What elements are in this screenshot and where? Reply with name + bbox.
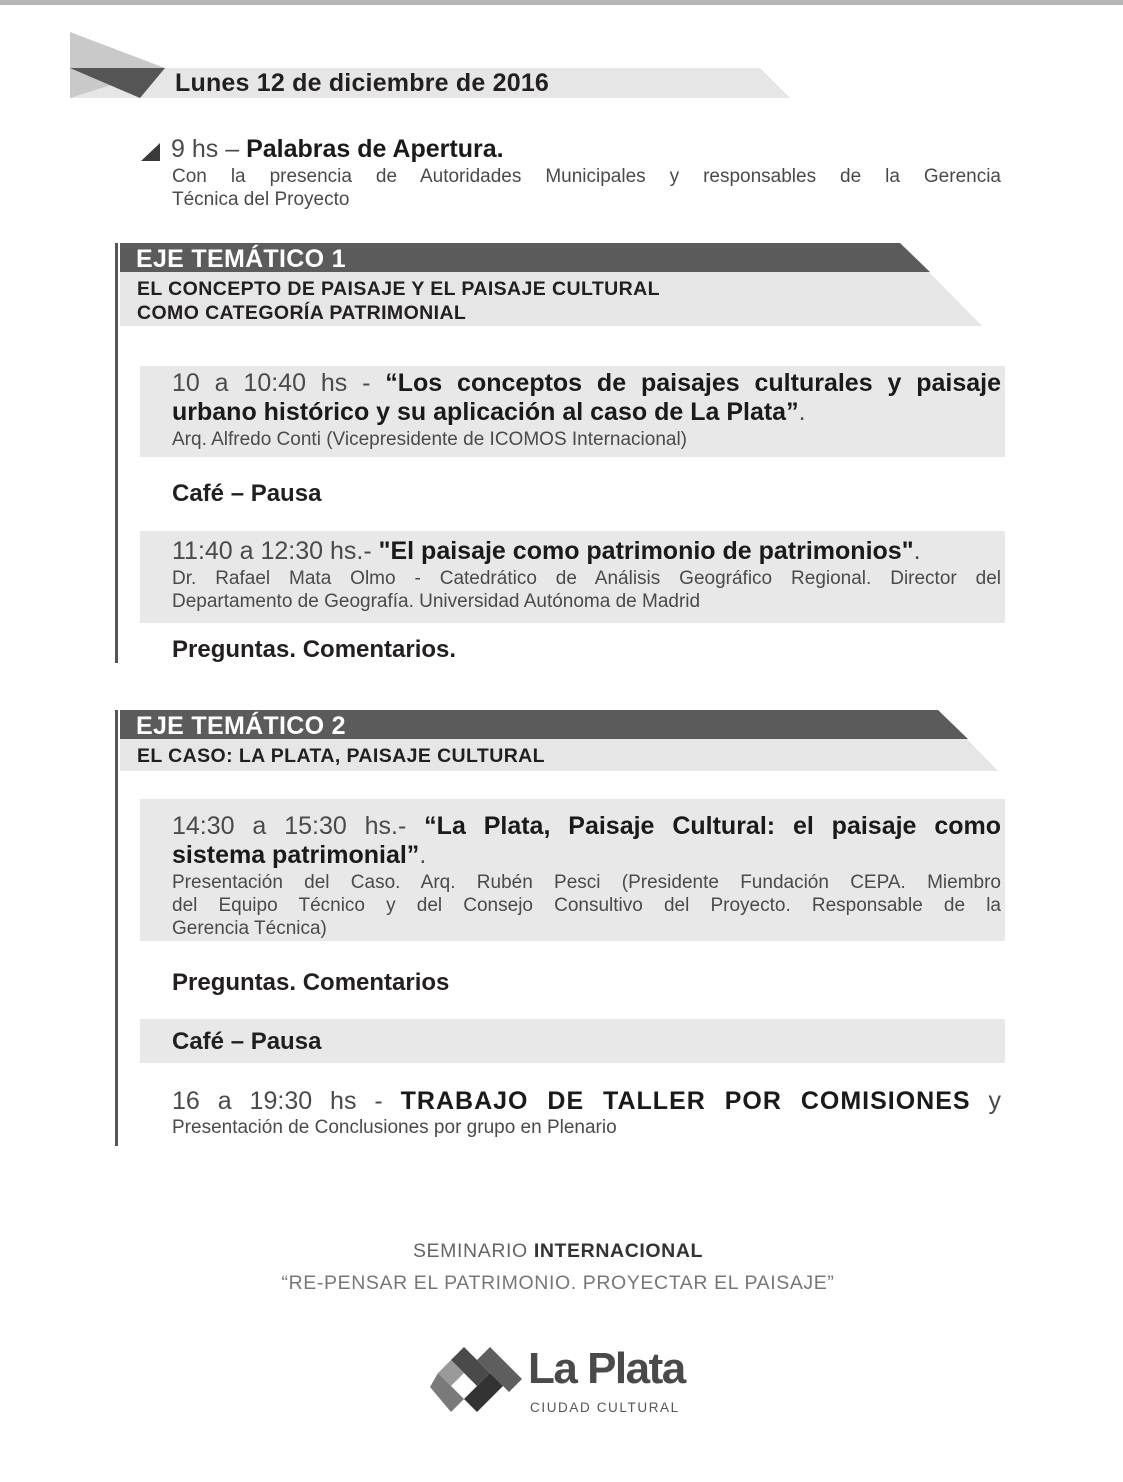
eje1-talk2-speaker-line2: Departamento de Geografía. Universidad Autónoma de Madrid xyxy=(172,591,701,612)
eje2-workshop-title: TRABAJO DE TALLER POR COMISIONES xyxy=(400,1087,971,1115)
la-plata-logo-mark-icon xyxy=(430,1342,525,1420)
top-rule xyxy=(0,0,1123,5)
eje2-talk1-time: 14:30 a 15:30 hs.- xyxy=(172,812,407,840)
eje1-vertical-rule xyxy=(115,243,118,663)
footer-motto: “RE-PENSAR EL PATRIMONIO. PROYECTAR EL PAISAJE” xyxy=(281,1272,835,1294)
eje1-title: EJE TEMÁTICO 1 xyxy=(136,245,346,273)
eje1-talk2-speaker-line1: Dr. Rafael Mata Olmo - Catedrático de Análisis Geográfico Regional. Director del xyxy=(172,568,1001,589)
footer-seminar xyxy=(0,1240,1116,1263)
eje2-title: EJE TEMÁTICO 2 xyxy=(136,712,346,740)
eje1-talk1-title-line2: urbano histórico y su aplicación al caso de La Plata” xyxy=(172,398,799,426)
eje2-vertical-rule xyxy=(115,710,118,1146)
eje1-talk1-line1 xyxy=(172,369,1001,398)
eje1-coffee-break: Café – Pausa xyxy=(172,480,322,507)
eje1-subtitle-line2: COMO CATEGORÍA PATRIMONIAL xyxy=(137,302,467,324)
opening-title: Palabras de Apertura. xyxy=(246,135,504,163)
triangle-bullet-icon xyxy=(140,142,162,162)
opening-line xyxy=(171,135,504,164)
eje2-talk1-desc-line2: del Equipo Técnico y del Consejo Consultivo del Proyecto. Responsable de la xyxy=(172,895,1001,916)
eje2-talk1-title-line2: sistema patrimonial” xyxy=(172,841,420,869)
eje1-questions: Preguntas. Comentarios. xyxy=(172,636,457,663)
eje1-talk2-line1 xyxy=(172,537,921,566)
eje2-workshop-desc: Presentación de Conclusiones por grupo en Plenario xyxy=(172,1117,617,1138)
logo-tagline: CIUDAD CULTURAL xyxy=(530,1400,680,1415)
eje2-coffee-break: Café – Pausa xyxy=(172,1028,322,1055)
eje2-talk1-title-line1: “La Plata, Paisaje Cultural: el paisaje como xyxy=(424,812,1001,840)
eje1-talk1-speaker: Arq. Alfredo Conti (Vicepresidente de ICOMOS Internacional) xyxy=(172,429,688,450)
eje1-talk1-time: 10 a 10:40 hs - xyxy=(172,369,371,397)
eje1-talk2-title-end: . xyxy=(913,537,921,565)
eje1-talk1-title-end: . xyxy=(798,398,806,426)
opening-desc-line1: Con la presencia de Autoridades Municipales y responsables de la Gerencia xyxy=(172,166,1001,187)
eje1-talk2-time: 11:40 a 12:30 hs.- xyxy=(172,537,372,565)
opening-time: 9 hs – xyxy=(171,135,240,163)
eje2-talk1-desc-line3: Gerencia Técnica) xyxy=(172,918,327,939)
eje2-questions: Preguntas. Comentarios xyxy=(172,969,450,996)
eje2-talk1-line2 xyxy=(172,841,426,870)
date-heading: Lunes 12 de diciembre de 2016 xyxy=(175,69,550,97)
eje2-workshop-tail: y xyxy=(988,1087,1001,1115)
footer-seminar-light: SEMINARIO xyxy=(412,1240,528,1262)
eje2-talk1-desc-line1: Presentación del Caso. Arq. Rubén Pesci (Presidente Fundación CEPA. Miembro xyxy=(172,872,1001,893)
eje1-talk2-title: "El paisaje como patrimonio de patrimonios" xyxy=(378,537,914,565)
eje1-talk1-line2 xyxy=(172,398,806,427)
eje1-talk1-title-line1: “Los conceptos de paisajes culturales y paisaje xyxy=(385,369,1001,397)
eje2-talk1-title-end: . xyxy=(419,841,427,869)
opening-desc-line2: Técnica del Proyecto xyxy=(172,189,350,210)
eje2-subtitle: EL CASO: LA PLATA, PAISAJE CULTURAL xyxy=(137,745,545,767)
footer-seminar-bold: INTERNACIONAL xyxy=(533,1240,704,1262)
eje2-workshop-time: 16 a 19:30 hs - xyxy=(172,1087,383,1115)
la-plata-logo xyxy=(430,1342,700,1422)
eje1-subtitle-line1: EL CONCEPTO DE PAISAJE Y EL PAISAJE CULTURAL xyxy=(137,278,660,300)
eje2-workshop-line xyxy=(172,1087,1001,1116)
eje2-talk1-line1 xyxy=(172,812,1001,841)
logo-name: La Plata xyxy=(528,1344,685,1393)
